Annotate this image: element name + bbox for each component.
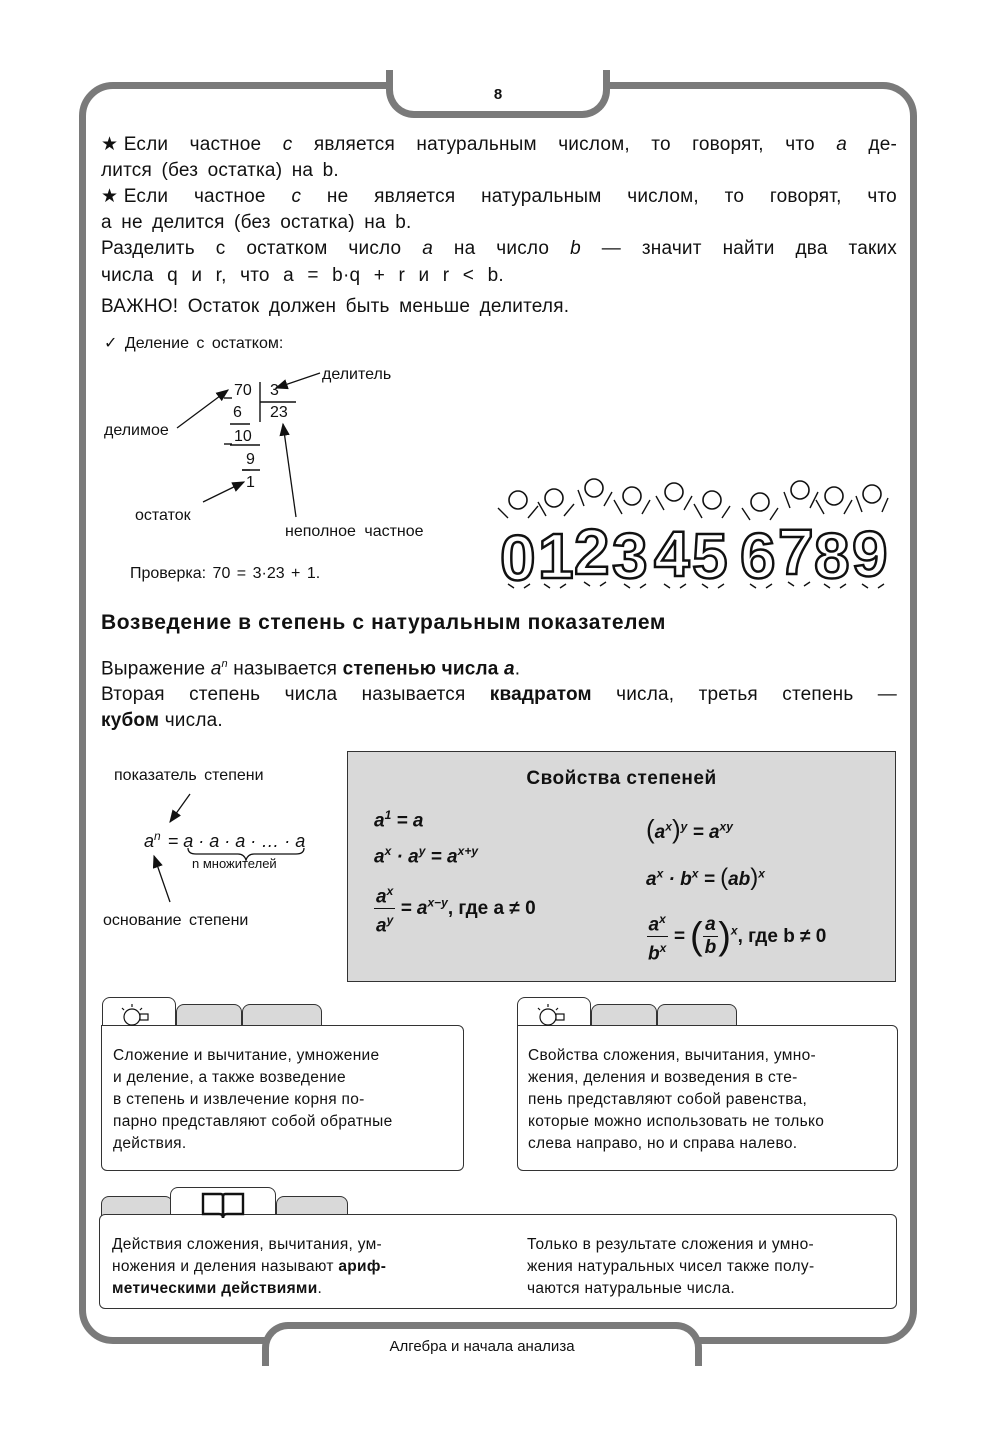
lightbulb-icon (534, 1002, 574, 1028)
property-quotient: $\frac{a^x}{a^y}$ = $a^{x-y}$, где a ≠ 0 (374, 880, 536, 938)
intro-line-4: а не делится (без остатка) на b. (101, 212, 412, 233)
remainder: 1 (246, 474, 255, 491)
digit-8: 8 (814, 520, 850, 590)
divisor: 3 (270, 382, 279, 399)
important-note: ВАЖНО! Остаток должен быть меньше делителя. (101, 296, 570, 317)
label-remainder: остаток (135, 507, 191, 524)
subtrahend-1: 6 (233, 404, 242, 421)
section-heading: Возведение в степень с натуральным показателем (101, 611, 666, 634)
note-left-text: Сложение и вычитание, умножение и деление, а также возведение в степень и извлечение корня по- парно представляют собой обратные действия. (113, 1047, 393, 1152)
power-arrows (140, 786, 310, 916)
intro-line-3: ★ Если частное с не является натуральным числом, то говорят, что (101, 186, 897, 207)
power-squares-line: Вторая степень числа называется квадратом числа, третья степень — (101, 684, 897, 705)
digit-4: 4 (654, 518, 690, 590)
note-bottom-left-text: Действия сложения, вычитания, ум- ножения и деления называют ариф- метическими действиями . (112, 1236, 387, 1297)
dividend: 70 (234, 382, 252, 399)
digit-7: 7 (778, 516, 814, 588)
footer-title: Алгебра и начала анализа (389, 1338, 575, 1355)
property-quotient-power: $\frac{a^x}{b^x}$ = ( $\frac{a}{b}$ )$^x$, где b ≠ 0 (646, 908, 826, 966)
note-right-text: Свойства сложения, вычитания, умно- жения, деления и возведения в сте- пень представляют собой равенства, которые можно использовать не только слева направо, но и справа налево. (528, 1047, 825, 1152)
note-right-tab-2 (591, 1004, 657, 1026)
property-product: $a^x \cdot a^y = a^{x+y}$ (374, 844, 478, 868)
intro-line-1: ★ Если частное с является натуральным числом, то говорят, что а де- (101, 134, 897, 155)
digit-3: 3 (612, 520, 648, 590)
digit-9: 9 (852, 518, 888, 590)
digit-1: 1 (538, 520, 574, 590)
power-cube-line: кубом числа. (101, 710, 223, 731)
division-check: Проверка: 70 = 3·23 + 1. (130, 565, 321, 582)
quotient: 23 (270, 404, 288, 421)
intro-line-6: числа q и r, что a = b·q + r и r < b. (101, 265, 504, 286)
power-definition: Выражение $a^n$ называется степенью числа a. (101, 658, 521, 680)
note-bottom-tab-1 (101, 1196, 173, 1216)
note-left-tab-2 (176, 1004, 242, 1026)
label-base: основание степени (103, 912, 249, 929)
intro-line-2: лится (без остатка) на b. (101, 160, 339, 181)
note-bottom-right-text: Только в результате сложения и умно- жения натуральных чисел также полу- чаются натуральные числа. (527, 1236, 815, 1297)
digit-0: 0 (500, 522, 536, 590)
intro-line-5: Разделить с остатком число а на число b — значит найти два таких (101, 238, 897, 259)
note-right-tab-3 (657, 1004, 737, 1026)
book-icon (200, 1190, 246, 1220)
property-power-one: $a^1 = a$ (374, 808, 424, 832)
properties-title: Свойства степеней (526, 768, 717, 789)
partial-remainder: 10 (234, 428, 252, 445)
label-dividend: делимое (104, 422, 169, 439)
factors-label: n множителей (192, 856, 277, 871)
digit-5: 5 (692, 520, 728, 590)
note-left-tab-3 (242, 1004, 322, 1026)
power-formula: $a^n = a \cdot a \cdot a$ · … · a (144, 829, 306, 851)
page-number: 8 (493, 86, 503, 103)
properties-box (347, 751, 896, 982)
lightbulb-icon (118, 1002, 158, 1028)
subtrahend-2: 9 (246, 451, 255, 468)
dancing-digits-illustration (494, 478, 894, 590)
digit-6: 6 (740, 520, 776, 590)
note-bottom-tab-3 (276, 1196, 348, 1216)
label-divisor: делитель (322, 366, 392, 383)
division-title: ✓ Деление с остатком: (104, 335, 284, 352)
label-exponent: показатель степени (114, 767, 264, 784)
property-product-power: $a^x \cdot b^x = (ab)^x$ (646, 864, 765, 891)
division-lines (100, 360, 460, 540)
label-quotient: неполное частное (285, 523, 424, 540)
digit-2: 2 (574, 516, 610, 588)
property-power-of-power: $(a^x)^y = a^{xy}$ (646, 814, 733, 844)
